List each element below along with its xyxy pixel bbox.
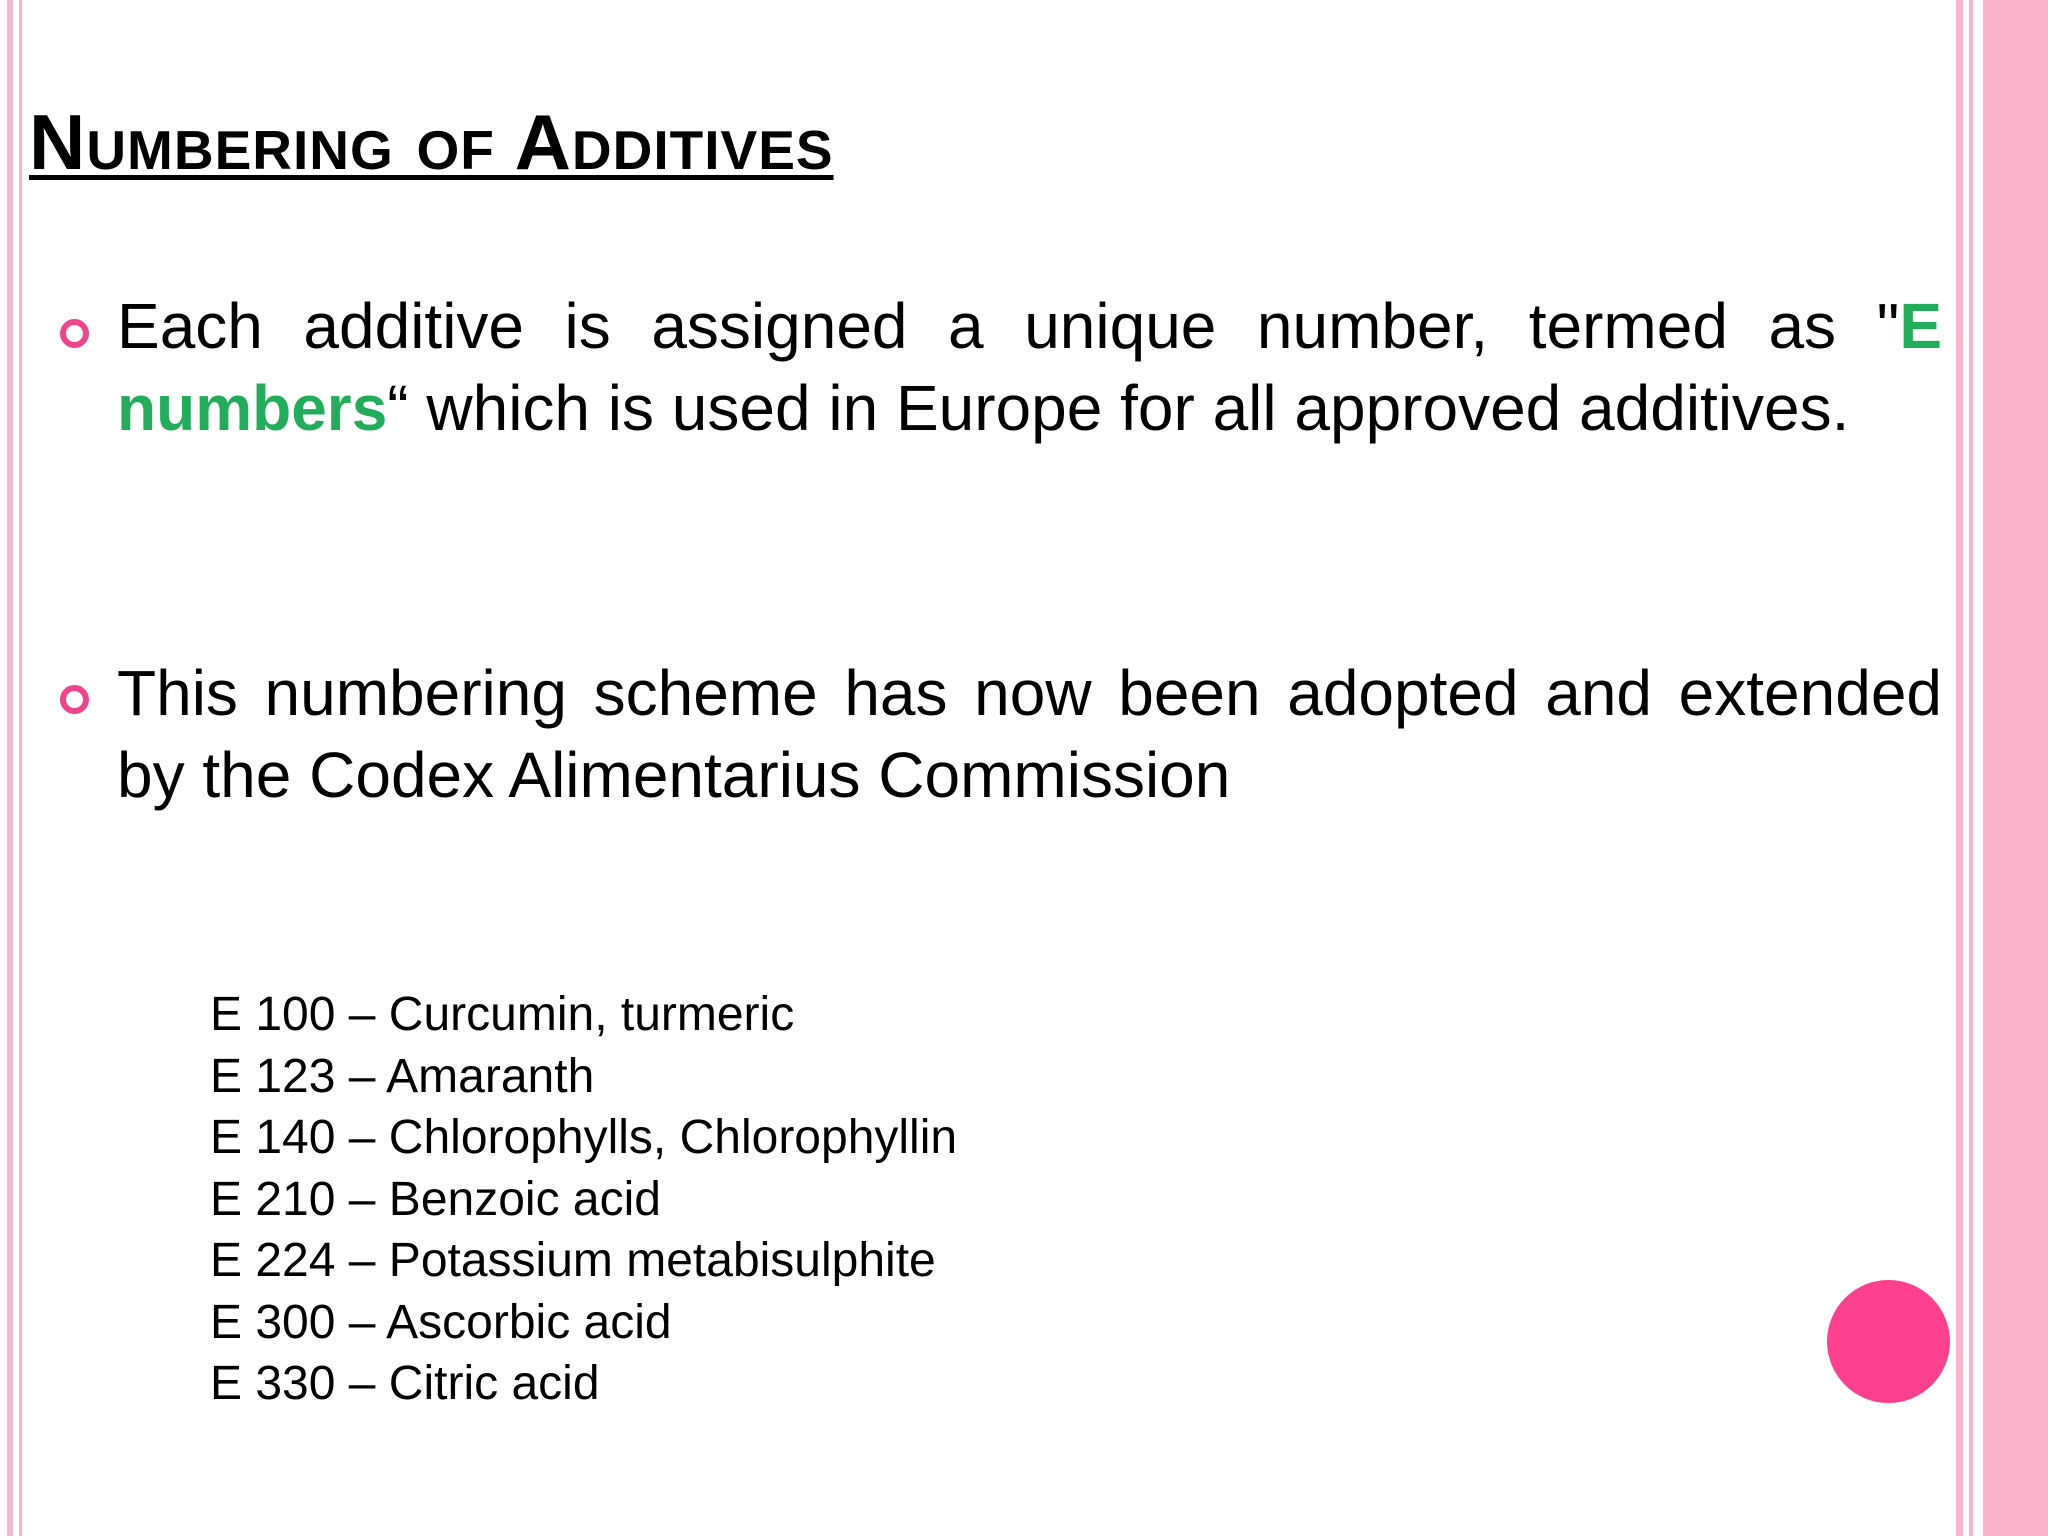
decorative-pink-circle [1827, 1280, 1950, 1403]
additive-code-item: E 330 – Citric acid [210, 1357, 600, 1410]
bullet-ring-icon [60, 319, 89, 348]
slide-title: Numbering of Additives [29, 98, 834, 186]
right-border-line [1956, 0, 1963, 1536]
bullet-e-numbers [117, 285, 1942, 449]
additive-code-item: E 140 – Chlorophylls, Chlorophyllin [210, 1111, 958, 1164]
additive-code-item: E 224 – Potassium metabisulphite [210, 1234, 936, 1287]
left-border-line [19, 0, 22, 1536]
bullet-ring-icon [60, 685, 89, 714]
bullet-codex: This numbering scheme has now been adopted and extended by the Codex Alimentarius Commission [117, 657, 1942, 811]
additive-code-item: E 123 – Amaranth [210, 1049, 595, 1103]
additive-code-item: E 100 – Curcumin, turmeric [210, 988, 795, 1041]
bullet-text-after: “ which is used in Europe for all approved additives. [387, 372, 1850, 444]
additive-code-item: E 300 – Ascorbic acid [210, 1295, 672, 1349]
bullet-text-before: Each additive is assigned a unique number, termed as " [117, 290, 1900, 362]
right-border-line [1969, 0, 1973, 1536]
additive-code-item: E 210 – Benzoic acid [210, 1172, 661, 1226]
e-numbers-highlight: E numbers [117, 290, 1942, 444]
additive-code-list [210, 984, 957, 1415]
left-border-line [7, 0, 13, 1536]
right-border-band [1983, 0, 2048, 1536]
